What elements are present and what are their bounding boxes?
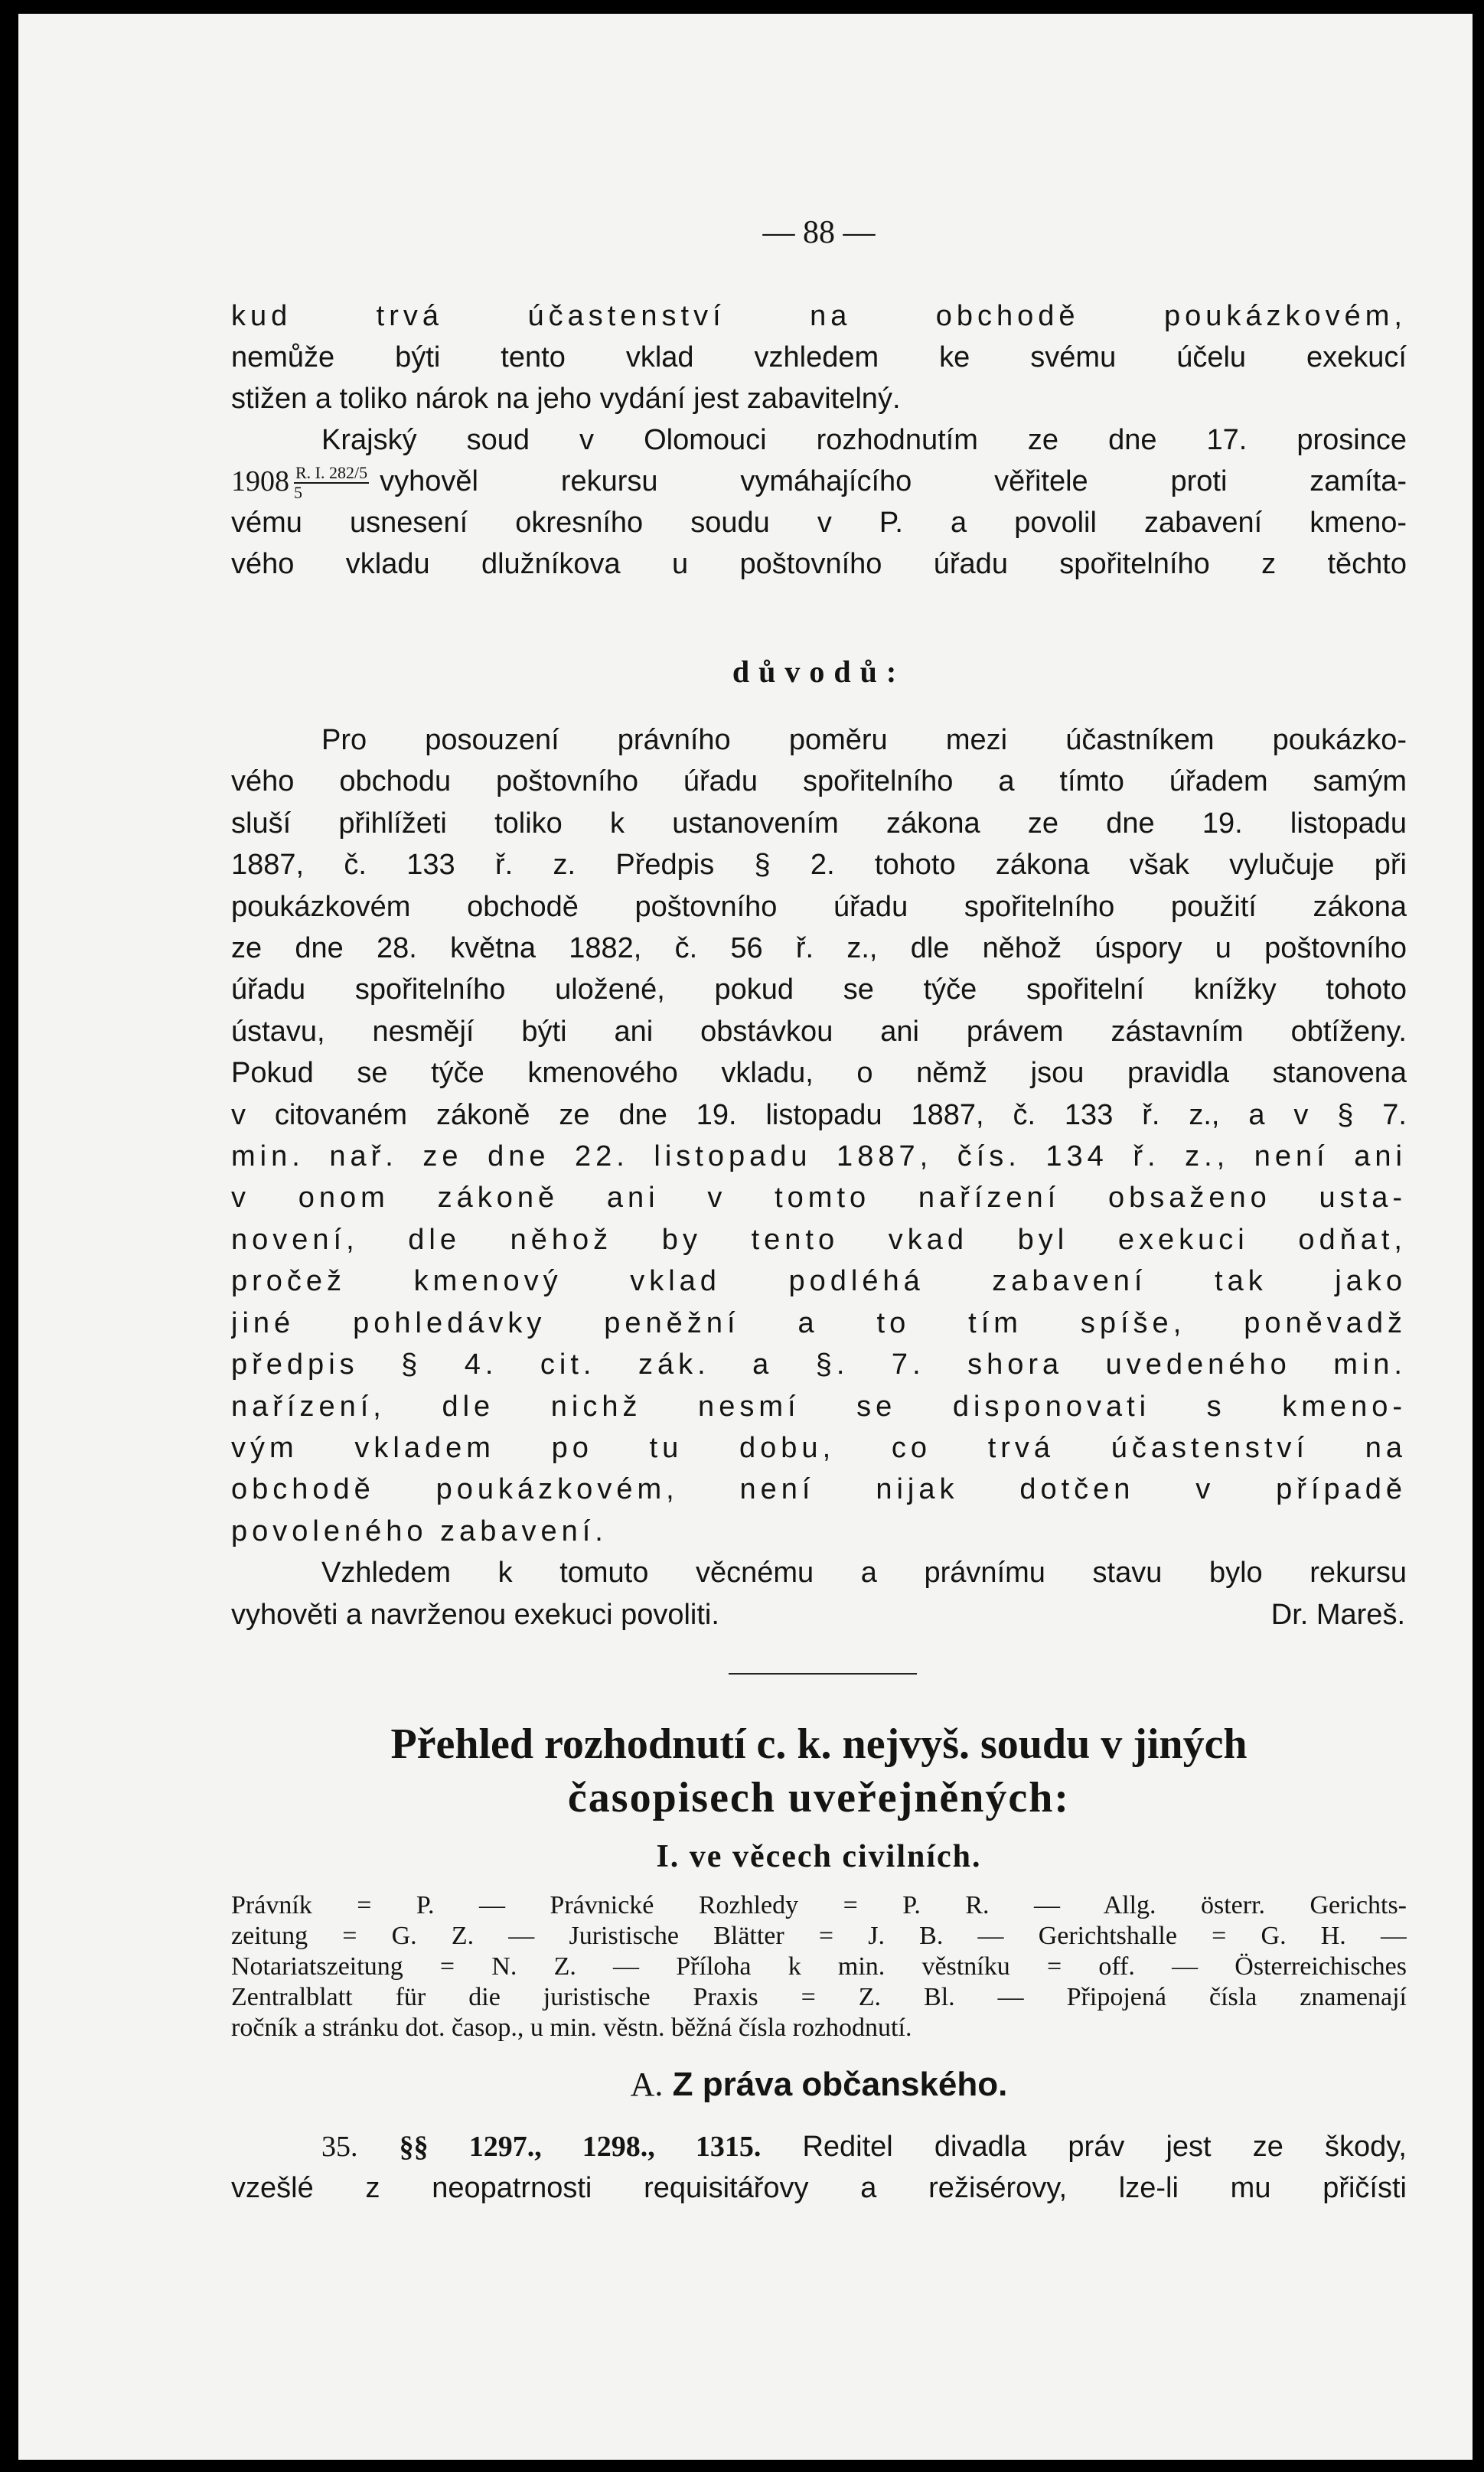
- section-title: Přehled rozhodnutí c. k. nejvyš. soudu v jiných: [390, 1720, 1248, 1768]
- cited-sections: §§ 1297., 1298., 1315.: [399, 2131, 762, 2163]
- text-line: nemůže býti tento vklad vzhledem ke svému účelu exekucí: [231, 341, 1407, 373]
- text-line: vého obchodu poštovního úřadu spořitelního a tímto úřadem samým: [231, 765, 1407, 798]
- text-line: novení, dle něhož by tento vkad byl exekuci odňat,: [231, 1223, 1407, 1256]
- text-line: předpis § 4. cit. zák. a §. 7. shora uvedeného min.: [231, 1349, 1407, 1381]
- abbreviations-legend: [231, 1890, 1407, 2043]
- text-line: ze dne 28. května 1882, č. 56 ř. z., dle něhož úspory u poštovního: [231, 932, 1407, 965]
- text-line: pročež kmenový vklad podléhá zabavení tak jako: [231, 1265, 1407, 1298]
- text-line: ústavu, nesmějí býti ani obstávkou ani právem zástavním obtíženy.: [231, 1015, 1407, 1048]
- text-line: sluší přihlížeti toliko k ustanovením zákona ze dne 19. listopadu: [231, 807, 1407, 840]
- closing-text: vyhověti a navrženou exekuci povoliti.: [231, 1598, 719, 1631]
- text-line: stižen a toliko nárok na jeho vydání jest zabavitelný.: [231, 383, 901, 415]
- fraction-denominator: 5: [294, 482, 302, 502]
- text-line: v onom zákoně ani v tomto nařízení obsaženo usta-: [231, 1182, 1407, 1215]
- decision-entry: [231, 2126, 1407, 2209]
- text-line: kud trvá účastenství na obchodě poukázkovém,: [231, 300, 1407, 332]
- legend-line: Právník = P. — Právnické Rozhledy = P. R. — Allg. österr. Gerichts-: [231, 1891, 1407, 1919]
- text-line: nařízení, dle nichž nesmí se disponovati s kmeno-: [231, 1390, 1407, 1423]
- legend-line: Notariatszeitung = N. Z. — Příloha k min. věstníku = off. — Österreichisches: [231, 1952, 1407, 1981]
- page-number: — 88 —: [762, 215, 876, 250]
- author-signature: Dr. Mareš.: [1270, 1598, 1405, 1631]
- text-line: jiné pohledávky peněžní a to tím spíše, poněvadž: [231, 1306, 1407, 1339]
- text-line: Pro posouzení právního poměru mezi účastníkem poukázko-: [321, 724, 1407, 756]
- text-line: vým vkladem po tu dobu, co trvá účastenství na: [231, 1431, 1407, 1464]
- legend-line: zeitung = G. Z. — Juristische Blätter = J. B. — Gerichtshalle = G. H. —: [231, 1922, 1407, 1950]
- section-subtitle: I. ve věcech civilních.: [656, 1839, 982, 1874]
- text-line: [231, 2126, 1407, 2167]
- entry-number: 35.: [321, 2131, 358, 2163]
- paragraph-continuation: [231, 295, 1407, 585]
- section-divider: [729, 1673, 917, 1675]
- subsection-heading: [231, 2065, 1407, 2104]
- legend-line: ročník a stránku dot. časop., u min. věstn. běžná čísla rozhodnutí.: [231, 2014, 912, 2042]
- text-line: povoleného zabavení.: [231, 1515, 608, 1547]
- reasons-heading: důvodů:: [732, 654, 906, 689]
- text-line: vému usnesení okresního soudu v P. a povolil zabavení kmeno-: [231, 507, 1407, 539]
- line-remainder: vyhověl rekursu vymáhajícího věřitele proti zamíta-: [380, 465, 1407, 497]
- text-line: vzešlé z neopatrnosti requisitářovy a režisérovy, lze-li mu přičísti: [231, 2172, 1407, 2204]
- closing-line: [231, 1594, 1407, 1635]
- text-line: úřadu spořitelního uložené, pokud se týče spořitelní knížky tohoto: [231, 973, 1407, 1006]
- text-line: poukázkovém obchodě poštovního úřadu spořitelního použití zákona: [231, 890, 1407, 923]
- text-line: Krajský soud v Olomouci rozhodnutím ze dne 17. prosince: [321, 424, 1407, 456]
- text-line: Vzhledem k tomuto věcnému a právnímu stavu bylo rekursu: [321, 1557, 1407, 1590]
- subsection-title: Z práva občanského.: [672, 2066, 1008, 2103]
- text-line: 1887, č. 133 ř. z. Předpis § 2. tohoto zákona však vylučuje při: [231, 849, 1407, 882]
- line-remainder: Reditel divadla práv jest ze škody,: [802, 2131, 1407, 2163]
- document-page: [18, 14, 1473, 2460]
- fraction-numerator: R. I. 282/5: [295, 462, 368, 482]
- text-line: obchodě poukázkovém, není nijak dotčen v případě: [231, 1473, 1407, 1506]
- section-title-continued: časopisech uveřejněných:: [567, 1774, 1071, 1821]
- text-line: min. nař. ze dne 22. listopadu 1887, čís. 134 ř. z., není ani: [231, 1140, 1407, 1173]
- text-line: Pokud se týče kmenového vkladu, o němž jsou pravidla stanovena: [231, 1057, 1407, 1090]
- text-line: v citovaném zákoně ze dne 19. listopadu 1887, č. 133 ř. z., a v § 7.: [231, 1098, 1407, 1131]
- text-line-with-fraction: [231, 461, 1407, 502]
- legend-line: Zentralblatt für die juristische Praxis = Z. Bl. — Připojená čísla znamenají: [231, 1983, 1407, 2011]
- text-line: vého vkladu dlužníkova u poštovního úřadu spořitelního z těchto: [231, 548, 1407, 580]
- year: 1908: [231, 465, 289, 497]
- subsection-letter: A.: [630, 2066, 664, 2103]
- case-number-fraction: [294, 464, 369, 502]
- reasons-paragraph: [231, 719, 1407, 1635]
